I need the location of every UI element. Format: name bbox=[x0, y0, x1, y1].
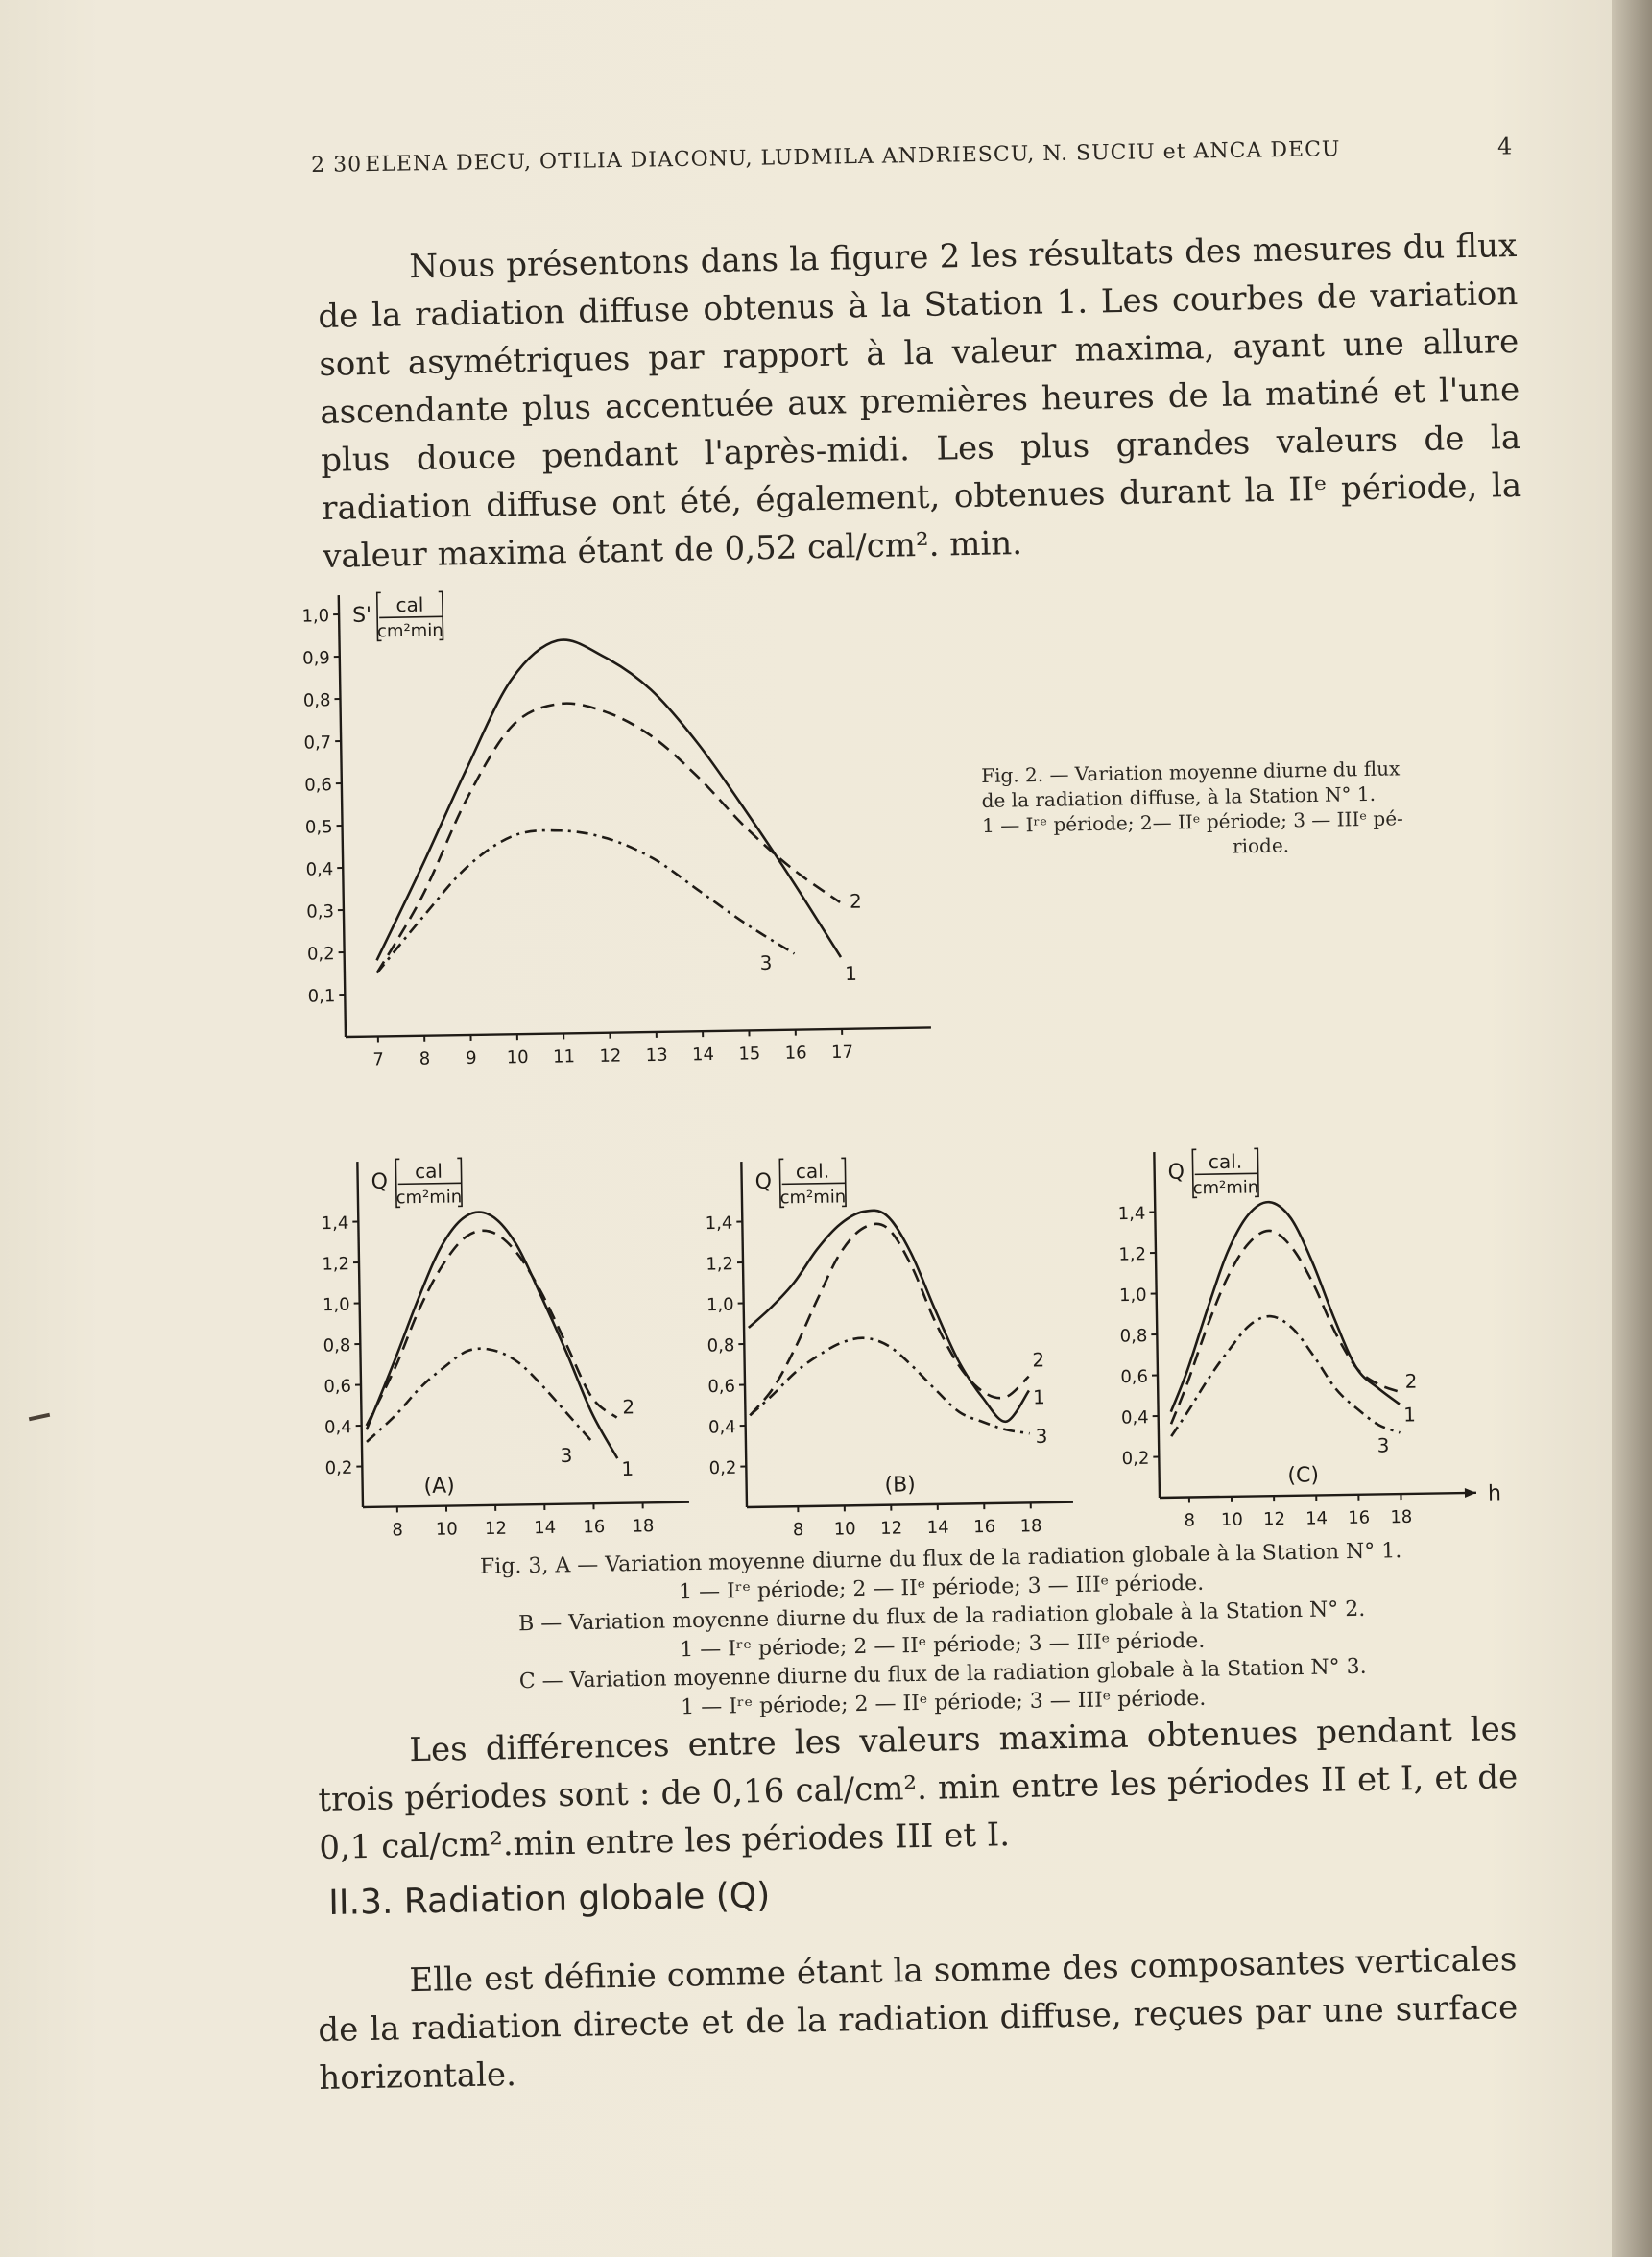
fig2-series-1-line bbox=[371, 636, 841, 965]
fig3C-series-2-label: 2 bbox=[1404, 1369, 1418, 1393]
fig2-x-tick-label: 10 bbox=[506, 1047, 529, 1068]
fig2-y-tick-label: 0,6 bbox=[304, 775, 333, 796]
fig3-caption-line3: B — Variation moyenne diurne du flux de la radiation globale à la Station N° 2. bbox=[517, 1597, 1366, 1637]
fig3A-series-1-label: 1 bbox=[621, 1456, 634, 1481]
fig3C-series-3-label: 3 bbox=[1377, 1433, 1390, 1457]
fig3A-y-tick-label: 1,4 bbox=[321, 1213, 349, 1235]
fig2-x-tick-label: 7 bbox=[372, 1049, 385, 1070]
fig3B-x-tick-label: 12 bbox=[880, 1518, 903, 1539]
fig2-caption-line4: riode. bbox=[1232, 833, 1290, 858]
fig2-series-2-line bbox=[372, 699, 841, 975]
fig3C-y-axis bbox=[1154, 1152, 1160, 1498]
fig2-x-tick-label: 15 bbox=[738, 1044, 761, 1065]
fig2-series-1-label: 1 bbox=[845, 961, 858, 986]
paragraph-2-text: Les différences entre les valeurs maxima obtenues pendant les trois périodes sont : de 0,16 cal/cm². min entre les périodes II et I, et de 0,1 cal/cm².min entre les périodes III et I. bbox=[318, 1710, 1519, 1867]
fig3A-y-tick-label: 0,4 bbox=[323, 1417, 352, 1438]
fig2-y-symbol: S' bbox=[351, 603, 372, 628]
fig2-series-3-line bbox=[374, 827, 794, 975]
fig2-x-tick-label: 12 bbox=[599, 1045, 622, 1067]
fig2-caption-line1: Fig. 2. — Variation moyenne diurne du flux bbox=[981, 756, 1401, 787]
fig3A-panel-label: (A) bbox=[423, 1474, 455, 1499]
header-authors: ELENA DECU, OTILIA DIACONU, LUDMILA ANDRIESCU, N. SUCIU et ANCA DECU bbox=[364, 137, 1341, 178]
fig3B-x-tick-label: 18 bbox=[1019, 1516, 1042, 1537]
section-heading: II.3. Radiation globale (Q) bbox=[328, 1875, 771, 1923]
fig2-series-2-label: 2 bbox=[849, 889, 862, 913]
fig3A-y-symbol: Q bbox=[371, 1169, 389, 1194]
fig3A-x-tick-label: 14 bbox=[534, 1517, 557, 1539]
fig3B-series-2-label: 2 bbox=[1032, 1348, 1045, 1372]
fig3A-unit-top: cal bbox=[414, 1159, 443, 1184]
fig3C-panel-label: (C) bbox=[1287, 1463, 1320, 1488]
fig3A-x-tick-label: 12 bbox=[484, 1518, 508, 1540]
fig2-y-tick-label: 0,8 bbox=[302, 690, 331, 711]
fig3A-unit-fraction-bar bbox=[398, 1183, 462, 1184]
fig3A-unit-label bbox=[371, 1158, 462, 1208]
fig2-caption bbox=[981, 754, 1540, 863]
fig3B-x-tick-label: 8 bbox=[792, 1520, 804, 1541]
fig3C-y-tick-label: 1,4 bbox=[1117, 1203, 1146, 1225]
fig3B-y-axis bbox=[741, 1162, 747, 1507]
fig2-caption-line3: 1 — Iʳᵉ période; 2— IIᵉ période; 3 — IIIᵉ pé- bbox=[981, 806, 1404, 837]
fig2-x-tick-label: 11 bbox=[552, 1046, 576, 1068]
fig2-x-tick-label: 17 bbox=[830, 1042, 854, 1064]
fig3B-x-axis bbox=[747, 1502, 1073, 1507]
fig2-x-tick-label: 14 bbox=[691, 1044, 715, 1066]
fig3C-y-tick-label: 1,2 bbox=[1118, 1244, 1147, 1265]
fig3C-unit-bottom: cm²min bbox=[1192, 1177, 1259, 1199]
paragraph-1-text: Nous présentons dans la figure 2 les résultats des mesures du flux de la radiation diffuse obtenus à la Station 1. Les courbes de variation sont asymétriques par rapport à la valeur maxima, ayant une allure ascendante plus accentuée aux premières heures de la matiné et l'une plus douce pendant l'après-midi. Les plus grandes valeurs de la radiation diffuse ont été, également, obtenues durant la IIᵉ période, la valeur maxima étant de 0,52 cal/cm². min. bbox=[318, 227, 1522, 576]
fig2-y-tick-label: 1,0 bbox=[301, 606, 330, 627]
fig3A-x-tick-label: 18 bbox=[632, 1516, 655, 1537]
fig2-y-tick-label: 0,1 bbox=[307, 986, 336, 1007]
fig3C-series-1-label: 1 bbox=[1402, 1403, 1417, 1427]
fig2-y-tick-label: 0,3 bbox=[306, 901, 335, 923]
fig3B-y-tick-label: 0,6 bbox=[707, 1376, 736, 1398]
fig3B-x-tick-label: 10 bbox=[833, 1519, 856, 1540]
fig3B-series-3-label: 3 bbox=[1035, 1424, 1048, 1449]
fig3A-y-tick-label: 1,0 bbox=[322, 1294, 350, 1316]
fig3A-plot-group bbox=[321, 1155, 690, 1542]
fig2-plot-group bbox=[301, 584, 931, 1070]
fig3C-y-tick-label: 0,4 bbox=[1120, 1407, 1149, 1429]
fig3B-panel-label: (B) bbox=[884, 1473, 916, 1498]
fig2-y-tick-label: 0,7 bbox=[303, 732, 332, 754]
fig3B-unit-bottom: cm²min bbox=[779, 1187, 847, 1209]
fig3B-svg bbox=[691, 1094, 1133, 1546]
fig3C-svg bbox=[1104, 1085, 1545, 1536]
fig3C-x-arrow bbox=[1465, 1488, 1476, 1498]
fig3C-y-tick-label: 1,0 bbox=[1118, 1285, 1147, 1307]
fig3B-x-tick-label: 16 bbox=[973, 1516, 996, 1538]
fig3A-x-tick-label: 8 bbox=[392, 1520, 404, 1541]
fig3C-x-tick-label: 18 bbox=[1390, 1506, 1413, 1528]
paragraph-diffuse-results bbox=[317, 222, 1522, 581]
fig2-unit-bottom: cm²min bbox=[376, 620, 443, 642]
fig2-y-tick-label: 0,2 bbox=[306, 944, 335, 965]
fig3-caption-line2: 1 — Iʳᵉ période; 2 — IIᵉ période; 3 — IIIᵉ période. bbox=[678, 1571, 1205, 1605]
fig3C-unit-top: cal. bbox=[1208, 1149, 1243, 1174]
fig2-unit-label bbox=[352, 591, 443, 641]
fig3A-x-tick-label: 16 bbox=[583, 1517, 606, 1538]
fig3C-x-axis-label: h bbox=[1487, 1481, 1502, 1506]
fig3B-y-tick-label: 1,0 bbox=[706, 1294, 734, 1316]
fig3B-plot-group bbox=[705, 1155, 1074, 1542]
fig3B-series-2-line bbox=[747, 1221, 1029, 1415]
fig2-svg bbox=[288, 557, 941, 1094]
fig3A-y-tick-label: 0,2 bbox=[324, 1457, 353, 1479]
fig3C-unit-fraction-bar bbox=[1195, 1173, 1258, 1174]
fig2-y-tick-label: 0,4 bbox=[305, 859, 334, 880]
fig3C-x-tick-label: 16 bbox=[1348, 1507, 1371, 1528]
fig3B-series-1-line bbox=[747, 1208, 1029, 1426]
fig3A-y-tick-label: 0,6 bbox=[323, 1376, 352, 1398]
fig2-unit-top: cal bbox=[395, 592, 424, 617]
fig2-chart bbox=[288, 557, 941, 1094]
fig3C-y-tick-label: 0,8 bbox=[1119, 1326, 1148, 1347]
fig3B-y-tick-label: 1,2 bbox=[706, 1254, 734, 1275]
fig3C-y-symbol: Q bbox=[1167, 1160, 1185, 1185]
fig3B-y-tick-label: 0,4 bbox=[707, 1417, 736, 1438]
fig3-caption-line6: 1 — Iʳᵉ période; 2 — IIᵉ période; 3 — IIIᵉ période. bbox=[681, 1686, 1207, 1720]
fig3A-series-2-label: 2 bbox=[622, 1395, 635, 1419]
paragraph-3-text: Elle est définie comme étant la somme des composantes verticales de la radiation directe et de la radiation diffuse, reçues par une surface horizontale. bbox=[318, 1940, 1519, 2098]
fig3C-x-axis bbox=[1160, 1493, 1476, 1498]
fig3C-chart bbox=[1104, 1085, 1545, 1536]
fig3C-x-tick-label: 14 bbox=[1305, 1508, 1329, 1529]
fig3B-y-tick-label: 1,4 bbox=[705, 1213, 733, 1235]
page-number: 2 30 bbox=[311, 153, 363, 178]
fig3A-series-1-line bbox=[363, 1210, 617, 1462]
fig3B-x-tick-label: 14 bbox=[926, 1517, 949, 1539]
fig3B-unit-top: cal. bbox=[795, 1159, 830, 1184]
fig3A-series-3-label: 3 bbox=[560, 1443, 573, 1468]
fig2-unit-fraction-bar bbox=[379, 616, 443, 617]
fig3B-chart bbox=[691, 1094, 1133, 1546]
fig2-x-tick-label: 8 bbox=[419, 1048, 431, 1069]
fig3C-y-tick-label: 0,6 bbox=[1120, 1366, 1149, 1388]
fig3A-y-tick-label: 0,8 bbox=[323, 1335, 351, 1357]
fig3A-series-3-line bbox=[366, 1347, 593, 1446]
paragraph-differences bbox=[317, 1705, 1520, 1872]
fig3B-unit-label bbox=[754, 1158, 846, 1208]
fig3B-series-3-line bbox=[749, 1335, 1030, 1438]
fig3-caption-line5: C — Variation moyenne diurne du flux de la radiation globale à la Station N° 3. bbox=[518, 1654, 1367, 1694]
fig2-caption-line2: de la radiation diffuse, à la Station N° 1. bbox=[981, 781, 1377, 812]
fig2-y-tick-label: 0,9 bbox=[302, 648, 330, 669]
fig3A-y-axis bbox=[357, 1162, 363, 1507]
fig2-x-tick-label: 13 bbox=[645, 1044, 668, 1067]
fig3A-series-2-line bbox=[364, 1229, 617, 1426]
fig3A-y-tick-label: 1,2 bbox=[322, 1254, 350, 1275]
fig3A-x-tick-label: 10 bbox=[435, 1519, 458, 1540]
fig3A-unit-bottom: cm²min bbox=[395, 1187, 463, 1209]
fig3A-x-axis bbox=[363, 1502, 689, 1507]
fig2-y-tick-label: 0,5 bbox=[304, 817, 333, 838]
fig3C-y-tick-label: 0,2 bbox=[1121, 1448, 1150, 1470]
fig2-series-3-label: 3 bbox=[759, 950, 773, 975]
fig3C-x-tick-label: 10 bbox=[1220, 1509, 1243, 1530]
fig3C-unit-label bbox=[1167, 1148, 1258, 1198]
fig3B-unit-fraction-bar bbox=[782, 1183, 846, 1184]
fig3B-y-tick-label: 0,2 bbox=[708, 1457, 737, 1479]
fig3C-x-tick-label: 12 bbox=[1262, 1508, 1286, 1530]
fig2-x-tick-label: 16 bbox=[784, 1043, 807, 1064]
fig3C-series-1-line bbox=[1167, 1200, 1400, 1412]
paragraph-global-definition bbox=[317, 1935, 1520, 2102]
fig3-caption-line1: Fig. 3, A — Variation moyenne diurne du flux de la radiation globale à la Station N° 1. bbox=[479, 1539, 1402, 1579]
fig3A-svg bbox=[307, 1094, 749, 1546]
fig2-y-axis bbox=[339, 595, 346, 1037]
fig3-caption bbox=[365, 1535, 1520, 1728]
fig3B-y-symbol: Q bbox=[754, 1169, 773, 1194]
page-binding-edge bbox=[1612, 0, 1652, 2257]
fig3B-y-tick-label: 0,8 bbox=[706, 1335, 735, 1357]
fig3B-series-1-label: 1 bbox=[1032, 1385, 1045, 1409]
fig3A-chart bbox=[307, 1094, 749, 1546]
fig2-x-tick-label: 9 bbox=[465, 1047, 477, 1069]
fig2-x-axis bbox=[346, 1027, 931, 1037]
folio-number: 4 bbox=[1496, 132, 1514, 160]
fig3C-plot-group bbox=[1117, 1144, 1502, 1531]
fig3-caption-line4: 1 — Iʳᵉ période; 2 — IIᵉ période; 3 — IIIᵉ période. bbox=[680, 1628, 1206, 1663]
fig3C-x-tick-label: 8 bbox=[1184, 1510, 1196, 1531]
